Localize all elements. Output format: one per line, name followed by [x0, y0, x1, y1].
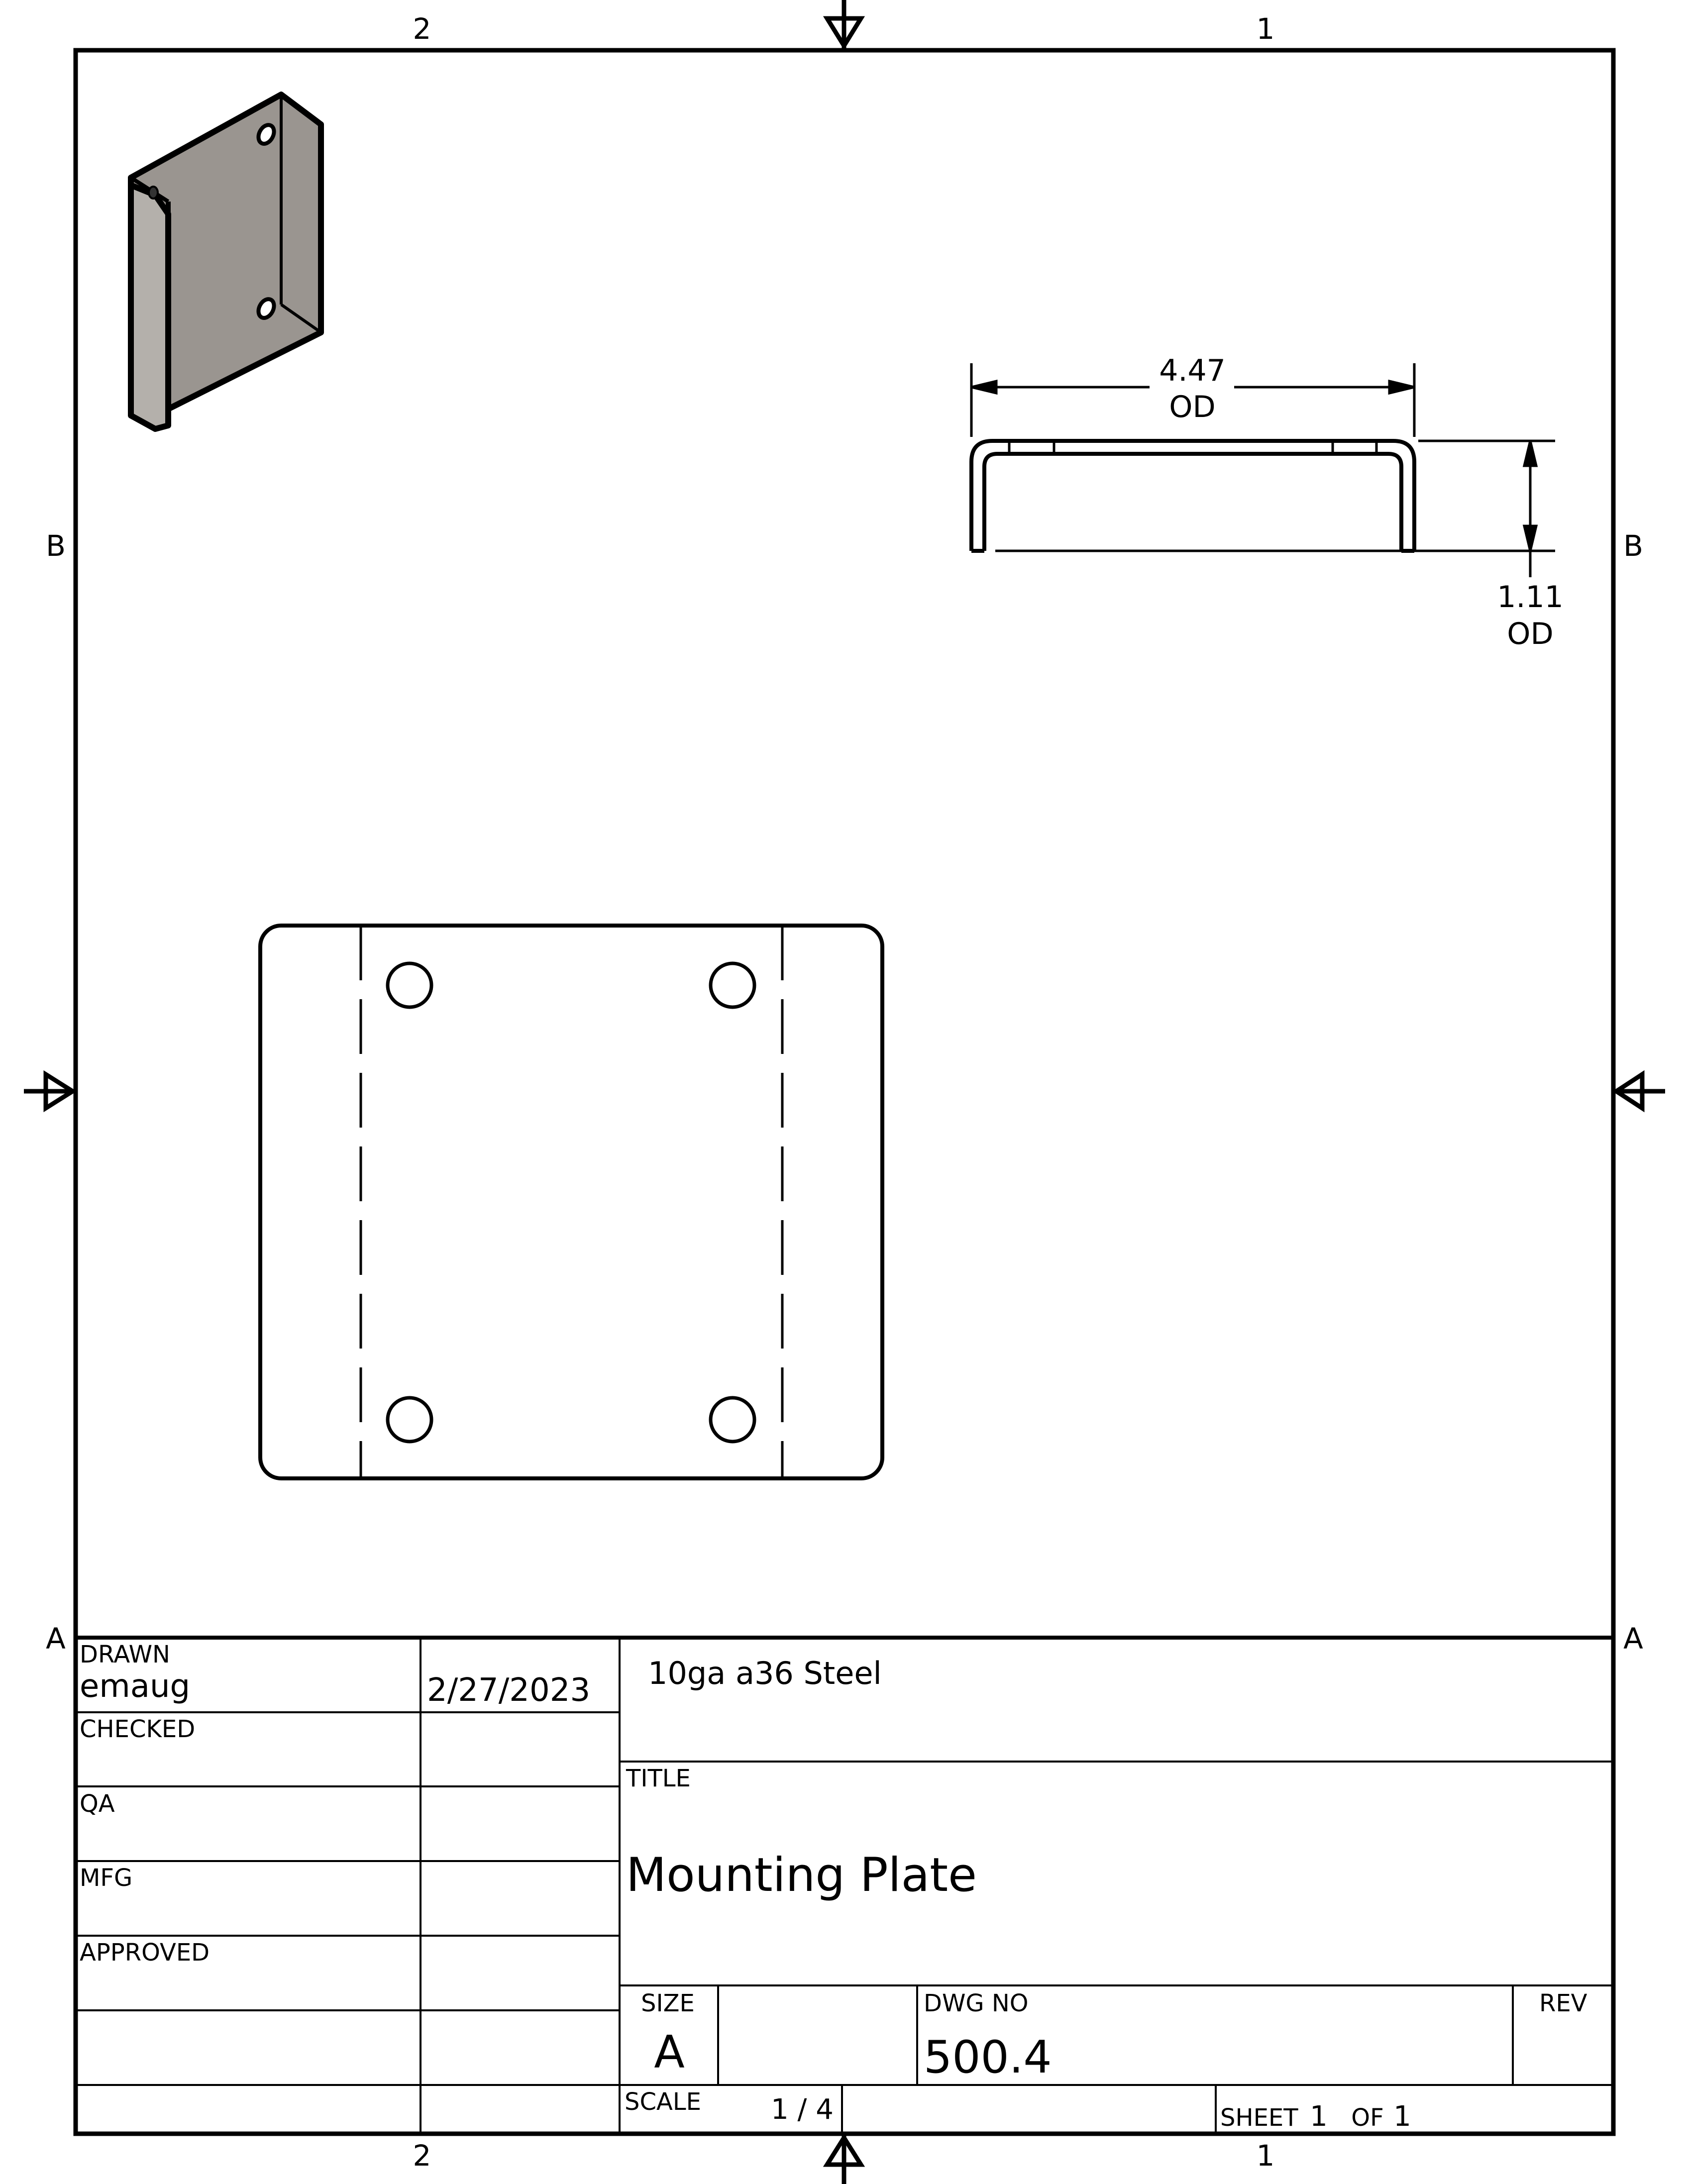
material-text: 10ga a36 Steel	[648, 1655, 882, 1691]
checked-label: CHECKED	[80, 1715, 196, 1743]
zone-label-right-b: B	[1623, 529, 1643, 563]
hole-bottom-right	[711, 1398, 754, 1442]
drawn-by: emaug	[80, 1668, 191, 1705]
zone-label-bottom-2: 2	[413, 2139, 431, 2173]
scale-label: SCALE	[625, 2088, 701, 2116]
zone-label-bottom-1: 1	[1256, 2139, 1275, 2173]
zone-label-left-a: A	[46, 1622, 66, 1656]
drawing-title: Mounting Plate	[626, 1848, 977, 1902]
height-dimension-note: OD	[1507, 617, 1554, 651]
title-label: TITLE	[626, 1765, 691, 1792]
drawing-border	[76, 50, 1613, 2134]
dwg-no-value: 500.4	[924, 2031, 1052, 2083]
dwg-no-label: DWG NO	[924, 1989, 1029, 2017]
side-profile-inner	[984, 454, 1401, 551]
qa-label: QA	[80, 1790, 115, 1818]
center-mark-right	[1615, 1074, 1665, 1108]
of-label: OF	[1351, 2104, 1384, 2132]
drawn-label: DRAWN	[80, 1641, 170, 1668]
zone-label-right-a: A	[1623, 1622, 1643, 1656]
mfg-label: MFG	[80, 1864, 133, 1892]
width-dimension-value: 4.47	[1159, 353, 1226, 388]
approved-label: APPROVED	[80, 1939, 210, 1967]
center-mark-bottom	[827, 2136, 861, 2184]
width-dimension-note: OD	[1169, 390, 1216, 424]
height-dimension	[995, 441, 1555, 577]
zone-label-top-1: 1	[1256, 12, 1275, 46]
zone-label-left-b: B	[46, 529, 66, 563]
rev-label: REV	[1539, 1989, 1587, 2017]
sheet-number: 1	[1310, 2100, 1328, 2133]
flat-pattern-view	[260, 926, 882, 1478]
hole-top-right	[711, 963, 754, 1007]
scale-value: 1 / 4	[771, 2093, 834, 2126]
drawn-date: 2/27/2023	[427, 1672, 591, 1709]
height-dimension-value: 1.11	[1497, 580, 1564, 615]
size-value: A	[654, 2026, 685, 2079]
center-mark-left	[24, 1074, 74, 1108]
hole-bottom-left	[388, 1398, 431, 1442]
sheet-label: SHEET	[1220, 2104, 1298, 2132]
sheet-total: 1	[1393, 2100, 1411, 2133]
side-profile-outer	[971, 441, 1414, 551]
iso-hole-flange	[149, 187, 158, 199]
center-mark-top	[827, 0, 861, 48]
zone-label-top-2: 2	[413, 12, 431, 46]
hole-top-left	[388, 963, 431, 1007]
side-view	[971, 441, 1414, 551]
isometric-view	[131, 95, 321, 429]
size-label: SIZE	[641, 1989, 695, 2017]
flat-pattern-outline	[260, 926, 882, 1478]
iso-front-flange	[131, 185, 168, 429]
